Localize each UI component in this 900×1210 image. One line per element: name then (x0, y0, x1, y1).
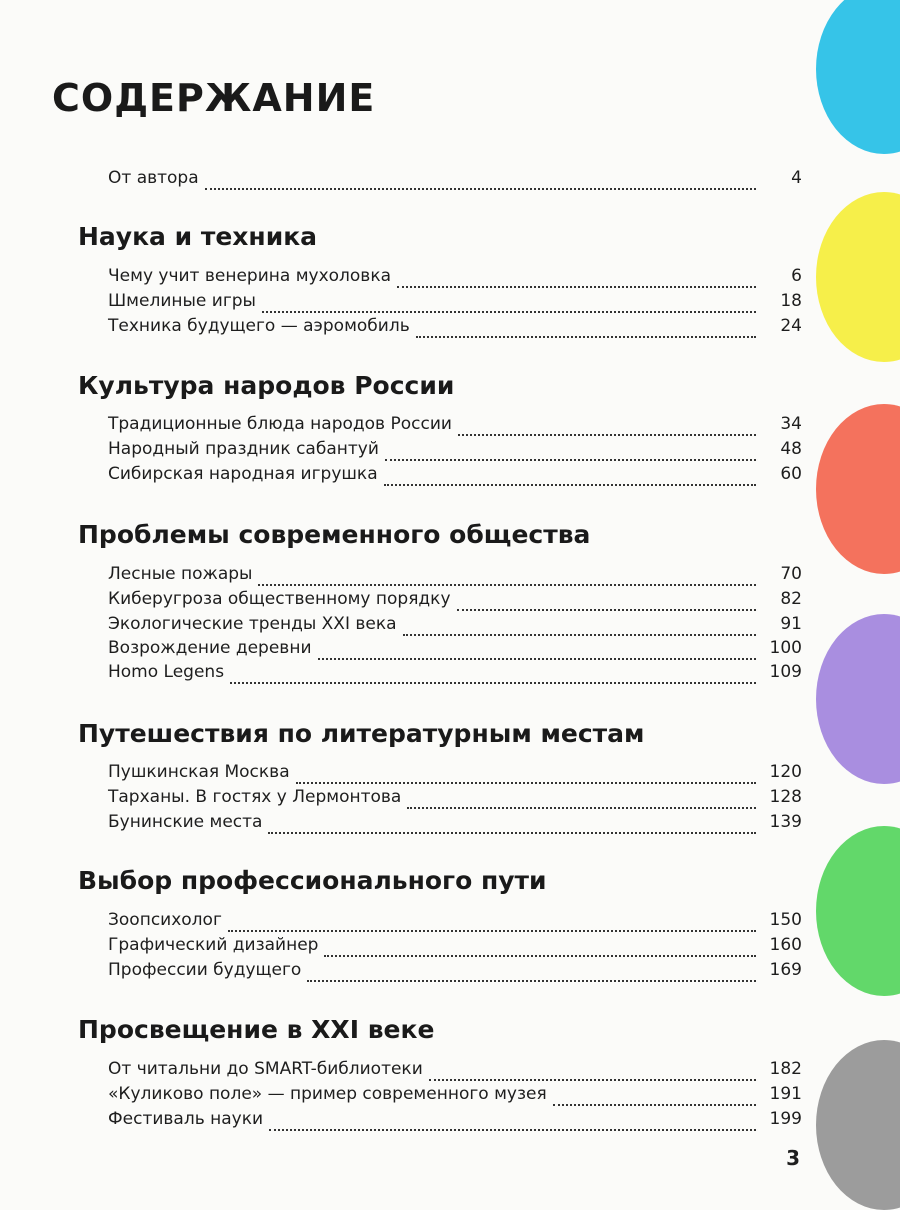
section-title: Культура народов России (78, 371, 455, 400)
entry-page: 24 (780, 316, 802, 336)
entry-label: Традиционные блюда народов России (108, 414, 452, 434)
dot-leader (269, 1109, 756, 1131)
dot-leader (429, 1059, 756, 1081)
dot-leader (384, 464, 756, 486)
dot-leader (230, 662, 756, 684)
entry-page: 160 (769, 935, 802, 955)
color-tab (816, 614, 900, 784)
entry-label: Киберугроза общественному порядку (108, 589, 451, 609)
dot-leader (318, 638, 757, 660)
entry-label: Возрождение деревни (108, 638, 312, 658)
dot-leader (407, 787, 756, 809)
entry-label: Графический дизайнер (108, 935, 319, 955)
entry-page: 191 (769, 1084, 802, 1104)
dot-leader (457, 589, 756, 611)
entry-label: Профессии будущего (108, 960, 302, 980)
toc-entry[interactable] (108, 439, 802, 465)
section-title: Проблемы современного общества (78, 520, 591, 549)
toc-entry-intro[interactable] (108, 168, 802, 194)
section-title: Выбор профессионального пути (78, 866, 547, 895)
section-title: Наука и техника (78, 222, 318, 251)
entry-label: «Куликово поле» — пример современного музея (108, 1084, 547, 1104)
entry-page: 139 (769, 812, 802, 832)
entry-label: Шмелиные игры (108, 291, 256, 311)
entry-label: От автора (108, 168, 199, 188)
dot-leader (296, 762, 756, 784)
dot-leader (403, 614, 756, 636)
dot-leader (262, 291, 756, 313)
entry-page: 18 (780, 291, 802, 311)
color-tab (816, 404, 900, 574)
dot-leader (205, 168, 756, 190)
toc-entry[interactable] (108, 316, 802, 342)
dot-leader (397, 266, 756, 288)
entry-page: 128 (769, 787, 802, 807)
entry-label: Пушкинская Москва (108, 762, 290, 782)
toc-entry[interactable] (108, 787, 802, 813)
toc-entry[interactable] (108, 291, 802, 317)
entry-label: Homo Legens (108, 662, 225, 682)
section-title: Путешествия по литературным местам (78, 719, 645, 748)
page-number: 3 (786, 1146, 800, 1170)
dot-leader (553, 1084, 756, 1106)
toc-entry[interactable] (108, 414, 802, 440)
toc-entry[interactable] (108, 812, 802, 838)
entry-page: 4 (791, 168, 802, 188)
toc-entry[interactable] (108, 935, 802, 961)
section-color-tabs (810, 0, 900, 1200)
entry-page: 100 (769, 638, 802, 658)
toc-entry[interactable] (108, 564, 802, 590)
entry-label: Сибирская народная игрушка (108, 464, 378, 484)
entry-label: Техника будущего — аэромобиль (108, 316, 410, 336)
entry-label: Лесные пожары (108, 564, 253, 584)
dot-leader (268, 812, 756, 834)
entry-page: 182 (769, 1059, 802, 1079)
entry-page: 70 (780, 564, 802, 584)
toc-entry[interactable] (108, 638, 802, 664)
toc-entry[interactable] (108, 910, 802, 936)
entry-label: От читальни до SMART-библиотеки (108, 1059, 423, 1079)
entry-label: Чему учит венерина мухоловка (108, 266, 392, 286)
entry-page: 150 (769, 910, 802, 930)
dot-leader (416, 316, 756, 338)
dot-leader (324, 935, 756, 957)
entry-label: Народный праздник сабантуй (108, 439, 379, 459)
toc-entry[interactable] (108, 589, 802, 615)
toc-entry[interactable] (108, 266, 802, 292)
color-tab (816, 1040, 900, 1210)
toc-entry[interactable] (108, 1059, 802, 1085)
toc-entry[interactable] (108, 614, 802, 640)
toc-entry[interactable] (108, 1109, 802, 1135)
toc-entry[interactable] (108, 1084, 802, 1110)
color-tab (816, 0, 900, 154)
toc-entry[interactable] (108, 464, 802, 490)
entry-label: Экологические тренды XXI века (108, 614, 397, 634)
entry-page: 169 (769, 960, 802, 980)
page-title: СОДЕРЖАНИЕ (52, 76, 376, 120)
entry-page: 109 (769, 662, 802, 682)
entry-page: 48 (780, 439, 802, 459)
section-title: Просвещение в XXI веке (78, 1015, 435, 1044)
dot-leader (258, 564, 756, 586)
entry-label: Тарханы. В гостях у Лермонтова (108, 787, 402, 807)
toc-entry[interactable] (108, 960, 802, 986)
entry-page: 60 (780, 464, 802, 484)
entry-page: 91 (780, 614, 802, 634)
entry-label: Зоопсихолог (108, 910, 222, 930)
entry-page: 199 (769, 1109, 802, 1129)
entry-page: 120 (769, 762, 802, 782)
color-tab (816, 826, 900, 996)
color-tab (816, 192, 900, 362)
entry-page: 82 (780, 589, 802, 609)
entry-page: 34 (780, 414, 802, 434)
dot-leader (458, 414, 756, 436)
toc-entry[interactable] (108, 662, 802, 688)
entry-page: 6 (791, 266, 802, 286)
entry-label: Фестиваль науки (108, 1109, 264, 1129)
dot-leader (307, 960, 756, 982)
dot-leader (385, 439, 756, 461)
dot-leader (228, 910, 756, 932)
toc-entry[interactable] (108, 762, 802, 788)
entry-label: Бунинские места (108, 812, 263, 832)
